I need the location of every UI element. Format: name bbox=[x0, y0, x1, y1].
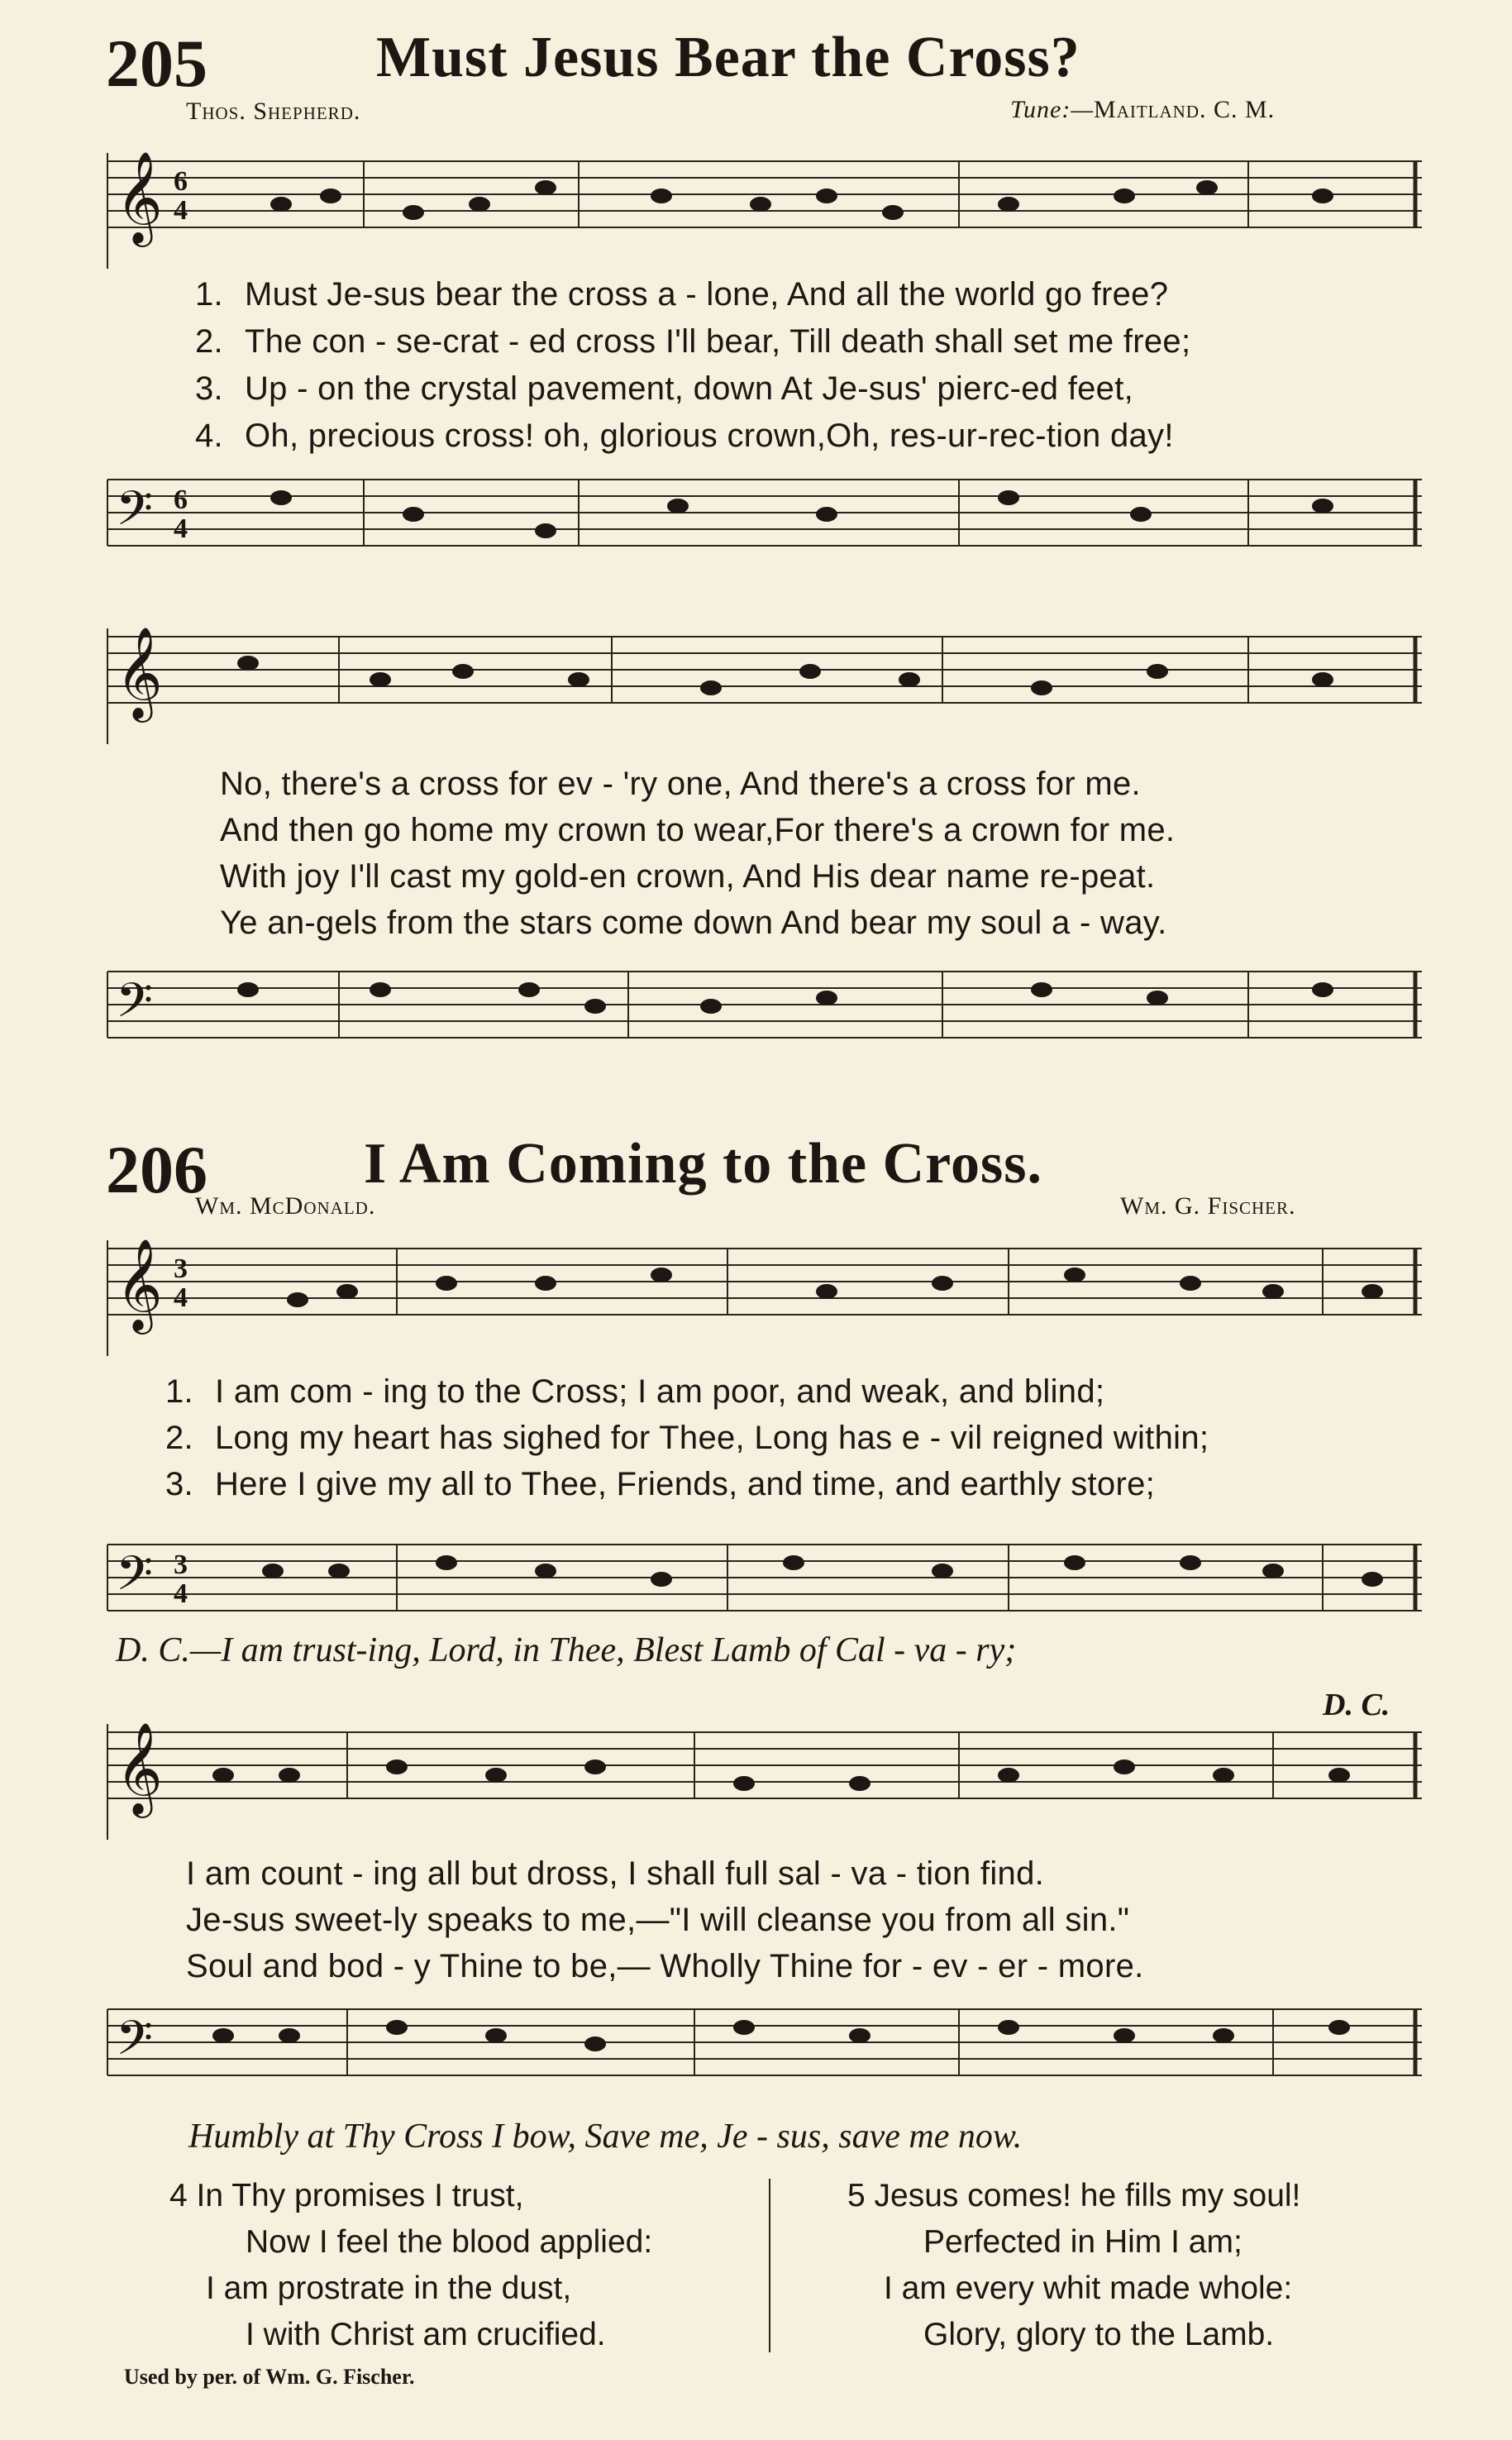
verse-line: 1. I am com - ing to the Cross; I am poor, and weak, and blind; bbox=[165, 1373, 1105, 1410]
svg-text:𝄢: 𝄢 bbox=[116, 1545, 154, 1613]
svg-text:𝄞: 𝄞 bbox=[116, 626, 163, 719]
verse-line: With joy I'll cast my gold-en crown, And His dear name re-peat. bbox=[220, 858, 1156, 895]
treble-staff bbox=[83, 1240, 1438, 1364]
refrain-line: Humbly at Thy Cross I bow, Save me, Je - sus, save me now. bbox=[188, 2118, 1023, 2156]
svg-text:𝄢: 𝄢 bbox=[116, 972, 154, 1040]
treble-staff bbox=[83, 628, 1438, 752]
verse-block-top bbox=[165, 1368, 1209, 1507]
svg-text:𝄢: 𝄢 bbox=[116, 2010, 154, 2078]
tune-prefix: Tune:— bbox=[1010, 96, 1095, 123]
hymn-title: I Am Coming to the Cross. bbox=[364, 1132, 1042, 1196]
stanza-line: I with Christ am crucified. bbox=[246, 2317, 606, 2352]
verse-line: 1. Must Je-sus bear the cross a - lone, And all the world go free? bbox=[195, 276, 1169, 313]
bass-staff bbox=[83, 963, 1438, 1087]
svg-text:4: 4 bbox=[174, 195, 188, 226]
verse-line: Je-sus sweet-ly speaks to me,—"I will cleanse you from all sin." bbox=[186, 1902, 1130, 1938]
stanza-5 bbox=[847, 2173, 1300, 2358]
verse-line: I am count - ing all but dross, I shall full sal - va - tion find. bbox=[186, 1855, 1045, 1892]
verse-block-bottom bbox=[220, 761, 1175, 946]
verse-line: 3. Up - on the crystal pavement, down At Je-sus' pierc-ed feet, bbox=[195, 370, 1134, 407]
svg-text:𝄞: 𝄞 bbox=[116, 150, 163, 243]
stanza-line: Glory, glory to the Lamb. bbox=[923, 2317, 1275, 2352]
stanza-number: 4 bbox=[169, 2178, 188, 2213]
verse-block-bottom bbox=[186, 1850, 1144, 1989]
bass-staff bbox=[83, 2001, 1438, 2108]
treble-staff bbox=[83, 1721, 1438, 1848]
dc-marker: D. C. bbox=[1323, 1688, 1390, 1722]
permission-footer: Used by per. of Wm. G. Fischer. bbox=[124, 2365, 415, 2389]
verse-line: Soul and bod - y Thine to be,— Wholly Thine for - ev - er - more. bbox=[186, 1948, 1144, 1984]
hymn-composer: Wm. G. Fischer. bbox=[1120, 1192, 1296, 1220]
stanza-line: Perfected in Him I am; bbox=[923, 2224, 1243, 2260]
bass-staff bbox=[83, 471, 1438, 595]
verse-line: 2. Long my heart has sighed for Thee, Long has e - vil reigned within; bbox=[165, 1420, 1209, 1456]
verse-line: 3. Here I give my all to Thee, Friends, and time, and earthly store; bbox=[165, 1466, 1156, 1502]
bass-staff bbox=[83, 1536, 1438, 1644]
treble-staff bbox=[83, 150, 1438, 277]
stanza-line: I am prostrate in the dust, bbox=[206, 2270, 572, 2306]
stanza-line: 4 In Thy promises I trust, bbox=[169, 2178, 524, 2213]
svg-text:6: 6 bbox=[174, 485, 188, 515]
hymn-author: Wm. McDonald. bbox=[195, 1192, 376, 1220]
tune-name bbox=[1010, 96, 1275, 124]
svg-text:𝄞: 𝄞 bbox=[116, 1721, 163, 1814]
svg-text:4: 4 bbox=[174, 1578, 188, 1609]
verse-block-top bbox=[195, 271, 1190, 460]
verse-line: No, there's a cross for ev - 'ry one, And there's a cross for me. bbox=[220, 766, 1141, 802]
svg-text:6: 6 bbox=[174, 166, 188, 197]
svg-text:𝄞: 𝄞 bbox=[116, 1238, 163, 1330]
stanza-line: Now I feel the blood applied: bbox=[246, 2224, 653, 2260]
verse-line: 2. The con - se-crat - ed cross I'll bear, Till death shall set me free; bbox=[195, 323, 1191, 360]
svg-text:4: 4 bbox=[174, 1282, 188, 1313]
svg-text:3: 3 bbox=[174, 1549, 188, 1580]
dc-line: D. C.—I am trust-ing, Lord, in Thee, Blest Lamb of Cal - va - ry; bbox=[116, 1631, 1017, 1669]
stanza-line: I am every whit made whole: bbox=[884, 2270, 1293, 2306]
hymn-number: 206 bbox=[106, 1132, 207, 1207]
tune-label: Maitland. C. M. bbox=[1094, 96, 1276, 123]
svg-text:𝄢: 𝄢 bbox=[116, 480, 154, 548]
verse-line: And then go home my crown to wear,For there's a crown for me. bbox=[220, 812, 1176, 848]
svg-text:3: 3 bbox=[174, 1253, 188, 1284]
hymn-title: Must Jesus Bear the Cross? bbox=[376, 26, 1080, 89]
stanza-divider bbox=[769, 2179, 770, 2352]
stanza-number: 5 bbox=[847, 2178, 866, 2213]
stanza-4 bbox=[169, 2173, 652, 2358]
verse-line: Ye an-gels from the stars come down And bear my soul a - way. bbox=[220, 905, 1167, 941]
stanza-line: 5 Jesus comes! he fills my soul! bbox=[847, 2178, 1301, 2213]
hymn-author: Thos. Shepherd. bbox=[186, 98, 361, 125]
hymn-number: 205 bbox=[106, 26, 207, 101]
svg-text:4: 4 bbox=[174, 513, 188, 544]
verse-line: 4. Oh, precious cross! oh, glorious crown,Oh, res-ur-rec-tion day! bbox=[195, 418, 1174, 454]
